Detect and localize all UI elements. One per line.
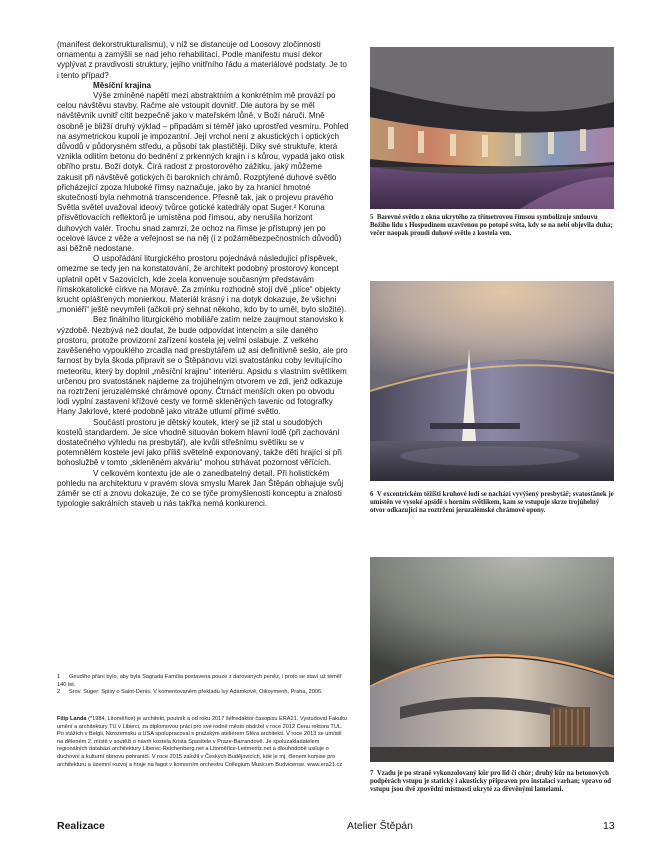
footnotes	[57, 674, 349, 697]
footer-title: Atelier Štěpán	[347, 820, 413, 832]
photo-5-church-interior-rainbow-light	[370, 47, 614, 209]
caption-5: 5 Barevné světlo z okna ukrytého za třímetrovou římsou symbolizuje smlouvu Božího lidu s Hospodinem uzavřenou po potopě světa, kdy se na nebi objevila duha; večer naopak proudí duhové světlo z kostela ven.	[370, 214, 613, 237]
caption-6: 6 V excentrickém těžišti kruhové lodi se nachází vyvýšený presbytář; svatostánek je umístěn ve vysoké apsidě s horním světlíkem, kam se vstupuje skrze trojúhelný otvor odkazující na roztržení jeruzalémské chrámové opony.	[370, 491, 614, 514]
paragraph-3: O uspořádání liturgického prostoru pojednává následující příspěvek, omezme se tedy jen na konstatování, že architekt podobný prostorový koncept uplatnil opět v Sazovicích, kde zcela konvenuje současným představám římskokatolické církve na Moravě. Za zmínku rozhodně stojí dvě „plíce“ objekty krucht oplášťených monierkou. Materiál krásný i na dotyk dokazuje, že všichni „moniéři“ ještě nevymřeli (ačkoli prý sehnat někoho, kdo by to uměl, bylo složité).	[57, 254, 347, 315]
paragraph-6: V celkovém kontextu jde ale o zanedbatelný detail. Při holistickém pohledu na architekturu v pravém slova smyslu Marek Jan Štěpán obhajuje svůj záměr se ctí a znovu dokazuje, že co se týče promyšlenosti konceptu a znalosti typologie sakrálních staveb u nás takřka nemá konkurenci.	[57, 468, 344, 509]
page-number: 13	[603, 820, 615, 832]
caption-7: 7 Vzadu je po straně vykonzolovaný kůr pro lid či chór; druhý kůr na betonových podpěrách vstupu je statický i akusticky připraven pro instalaci varhan; vpravo od vstupu jsou dvě zpovědní místnosti ukryté za dřevěnými lamelami.	[370, 770, 612, 793]
paragraph-2: Výše zmíněné napětí mezi abstraktním a konkrétním mě provází po celou návštěvu stavby. Račme ale vstoupit dovnitř. Dle autora by se měl návštěvník uvnitř cítit bezpečně jako v mateřském lůně, v Boží náruči. Mně osobně je bližší druhý výklad – připadám si téměř jako uprostřed vesmíru. Pohled na asymetrickou kupoli je impozantní. Její vrchol není z akustických i optických důvodů v půdorysném středu, a působí tak plastičtěji. Díky své struktuře, která vznikla odlitím betonu do bednění z prkenných krajin i s kůrou, vypadá jako otisk obřího prstu. Boží dotyk. Čirá radost z prostorového zážitku, jaký můžeme zakusit při návštěvě gotických či barokních chrámů. Rozptýlené duhové světlo přicházející zpoza hluboké římsy naznačuje, jako by za hranicí hmotné skutečnosti byla nehmotná transcendence. Přesně tak, jak o projevu pravého Světla světel uvažoval ideový tvůrce gotické katedrály opat Suger.² Koruna přisvětlovacích reflektorů je umístěna pod římsou, aby nerušila horizont duhových valér. Trochu snad zamrzí, že ochoz na římse je přístupný jen po ocelové lávce z věže a veřejnost se na něj (i z požárněbezpečnostních důvodů) asi běžně nedostane.	[57, 91, 349, 254]
author-name: Filip Landa	[57, 716, 87, 722]
paragraph-4: Bez finálního liturgického mobiliáře zatím nelze zaujmout stanovisko k výzdobě. Nezbývá než doufat, že bude odpovídat intencím a síle daného prostoru, protože provizorní zařízení kostela jej velmi oslabuje. Z velkého zavěšeného vypouklého zrcadla nad presbytářem už asi definitivně sešlo, ale pro farnost by byla škoda připravit se o Štěpánovu vizi svatostánku coby levitujícího meteoritu, který by doplnil „měsíční krajinu“ interiéru. Apsidu s vlastním světlíkem určenou pro svatostánek najdeme za trojúhelným otvorem ve zdi, jenž odkazuje na roztržení jeruzalémské chrámové opony. Čtrnáct menších oken po obvodu lodi vyplní zastavení křížové cesty ve formě skleněných tavenic od fotografky Hany Jakrlové, které podobně jako vitráže utlumí přímé světlo.	[57, 315, 348, 417]
subheading: Měsíční krajina	[93, 80, 152, 90]
author-bio-text: (*1984, Litoměřice) je architekt, poutník a od roku 2017 šéfredaktor časopisu ERA21. Vystudoval Fakultu umění a architektury TU v Liberci, za diplomovou práci pro své rodné město obdržel v roce 2012 Cenu rektora TUL. Po stážích v Belgii, Nizozemsku a USA spolupracoval s pražským ateliérem Sféra architekti. V roce 2013 se umístil na děleném 2. místě v soutěži o návrh kostela Krista Spasitele v Praze-Barrandově. Je spoluzakladatelem regionálních databází architektury Liberec-Reichenberg.net a Litoměřice-Leitmeritz.net a dlouhodobě usiluje o duchovní a kulturní obnovu pohraničí. V roce 2015 založil v Českých Budějovicích, kde je mj. členem komise pro architekturu a územní rozvoj a hraje na fagot v komorním orchestru Collegium Musicum Budvicense. www.era21.cz	[57, 716, 347, 768]
photo-7-choir-loft	[370, 557, 614, 762]
paragraph-1: (manifest dekorstrukturalismu), v níž se distancuje od Loosovy zločinnosti ornamentu a zamýšlí se nad jeho rehabilitací. Podle manifestu musí dekor vyplývat z pravdivosti struktury, jejího vnitřního řádu a materiálové podstaty. Je to i tento případ?	[57, 40, 347, 80]
footnote-2: 2 Srov. Suger: Spisy o Saint-Denis. V komentovaném překladu Ivy Adámkové, Oikoymenh, Praha, 2006.	[57, 689, 323, 696]
article-body	[57, 40, 349, 509]
footer-section: Realizace	[57, 820, 105, 832]
author-bio	[57, 716, 349, 769]
photo-6-presbytery-dome	[370, 281, 614, 481]
paragraph-5: Součástí prostoru je dětský koutek, který se již stal u soudobých kostelů standardem. Je sice vhodně situován bokem hlavní lodě (při zachování dostatečného výhledu na presbytář), ale kvůli střešnímu světlíku se v potemnělém kostele jeví jako příliš světelně exponovaný, takže děti hrající si při bohoslužbě v tomto „skleněném akváriu“ mohou strhávat pozornost věřících.	[57, 417, 342, 468]
footnote-1: 1 Geudího přání bylo, aby byla Sagrada Família postavena pouze z darovaných peněz, i proto se staví už téměř 140 let.	[57, 674, 342, 688]
